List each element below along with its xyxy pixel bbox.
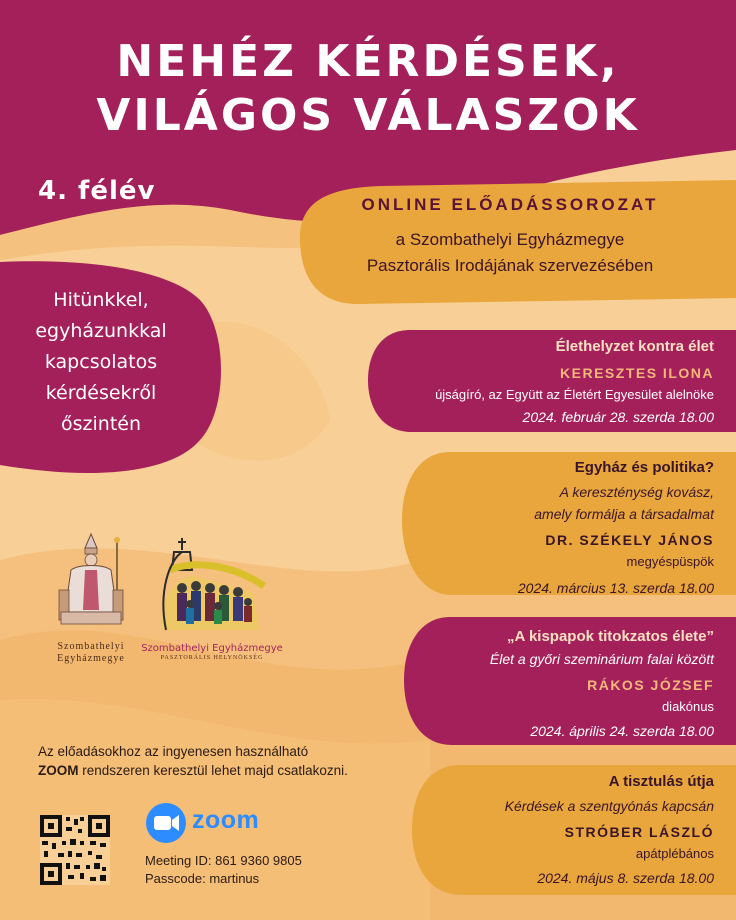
organizer-line-2: Pasztorális Irodájának szervezésében (366, 256, 654, 275)
lecture-speaker: STRÓBER LÁSZLÓ (564, 824, 714, 840)
church-people-icon (152, 530, 272, 638)
tagline-line: kapcsolatos (44, 351, 158, 373)
tagline-line: őszintén (61, 413, 141, 435)
tagline (16, 285, 186, 440)
title-line-2: VILÁGOS VÁLASZOK (96, 90, 640, 141)
diocese-logo-caption: Egyházmegye (57, 653, 125, 664)
lecture-card-2 (518, 457, 714, 599)
lecture-title: Élethelyzet kontra élet (555, 338, 714, 355)
meeting-id: Meeting ID: 861 9360 9805 (145, 853, 302, 868)
lecture-title: A tisztulás útja (608, 773, 714, 790)
title-line-1: NEHÉZ KÉRDÉSEK, (116, 36, 620, 87)
tagline-line: Hitünkkel, (53, 289, 149, 311)
pastoral-logo-subcaption: PASZTORÁLIS HELYNÖKSÉG (160, 655, 264, 661)
lecture-date: 2024. április 24. szerda 18.00 (530, 723, 714, 739)
pastoral-office-logo (138, 530, 286, 661)
zoom-camera-icon (145, 802, 187, 844)
pastoral-logo-caption: Szombathelyi Egyházmegye (141, 643, 283, 654)
lecture-speaker-role: újságíró, az Együtt az Életért Egyesület alelnöke (435, 387, 714, 402)
tagline-line: kérdésekről (45, 382, 157, 404)
lecture-card-3 (490, 626, 714, 742)
organizer-line-1: a Szombathelyi Egyházmegye (395, 230, 625, 249)
lecture-card-4 (505, 771, 714, 889)
lecture-speaker-role: diakónus (661, 699, 714, 714)
lecture-speaker: DR. SZÉKELY JÁNOS (545, 532, 714, 548)
zoom-info-bold: ZOOM (38, 763, 79, 778)
lecture-subtitle: A kereszténység kovász, (559, 484, 714, 500)
diocese-logo (36, 530, 146, 665)
lecture-title: „A kispapok titokzatos élete” (507, 628, 714, 645)
lecture-date: 2024. május 8. szerda 18.00 (537, 870, 714, 886)
zoom-brand-text: zoom (192, 806, 260, 834)
qr-code-icon[interactable] (40, 815, 110, 885)
lecture-speaker: RÁKOS JÓZSEF (587, 677, 714, 693)
zoom-info-line: Az előadásokhoz az ingyenesen használható (38, 744, 309, 759)
diocese-logo-caption: Szombathelyi (57, 641, 125, 652)
lecture-date: 2024. február 28. szerda 18.00 (522, 409, 714, 425)
zoom-info-line: rendszeren keresztül lehet majd csatlakozni. (78, 763, 348, 778)
lecture-title: Egyház és politika? (574, 459, 714, 476)
series-heading: ONLINE ELŐADÁSSOROZAT (361, 195, 659, 214)
lecture-speaker-role: megyéspüspök (626, 554, 714, 569)
lecture-speaker-role: apátplébános (635, 846, 714, 861)
lecture-subtitle: amely formálja a társadalmat (534, 506, 714, 522)
lecture-card-1 (435, 336, 714, 428)
zoom-info-text (38, 742, 378, 780)
passcode: Passcode: martinus (145, 871, 260, 886)
lecture-speaker: KERESZTES ILONA (560, 365, 714, 381)
bishop-figure-icon (49, 530, 133, 630)
tagline-line: egyházunkkal (35, 320, 167, 342)
lecture-subtitle: Kérdések a szentgyónás kapcsán (504, 798, 714, 814)
semester-label: 4. félév (38, 176, 156, 206)
lecture-subtitle: Élet a győri szeminárium falai között (489, 651, 714, 667)
lecture-date: 2024. március 13. szerda 18.00 (517, 580, 714, 596)
